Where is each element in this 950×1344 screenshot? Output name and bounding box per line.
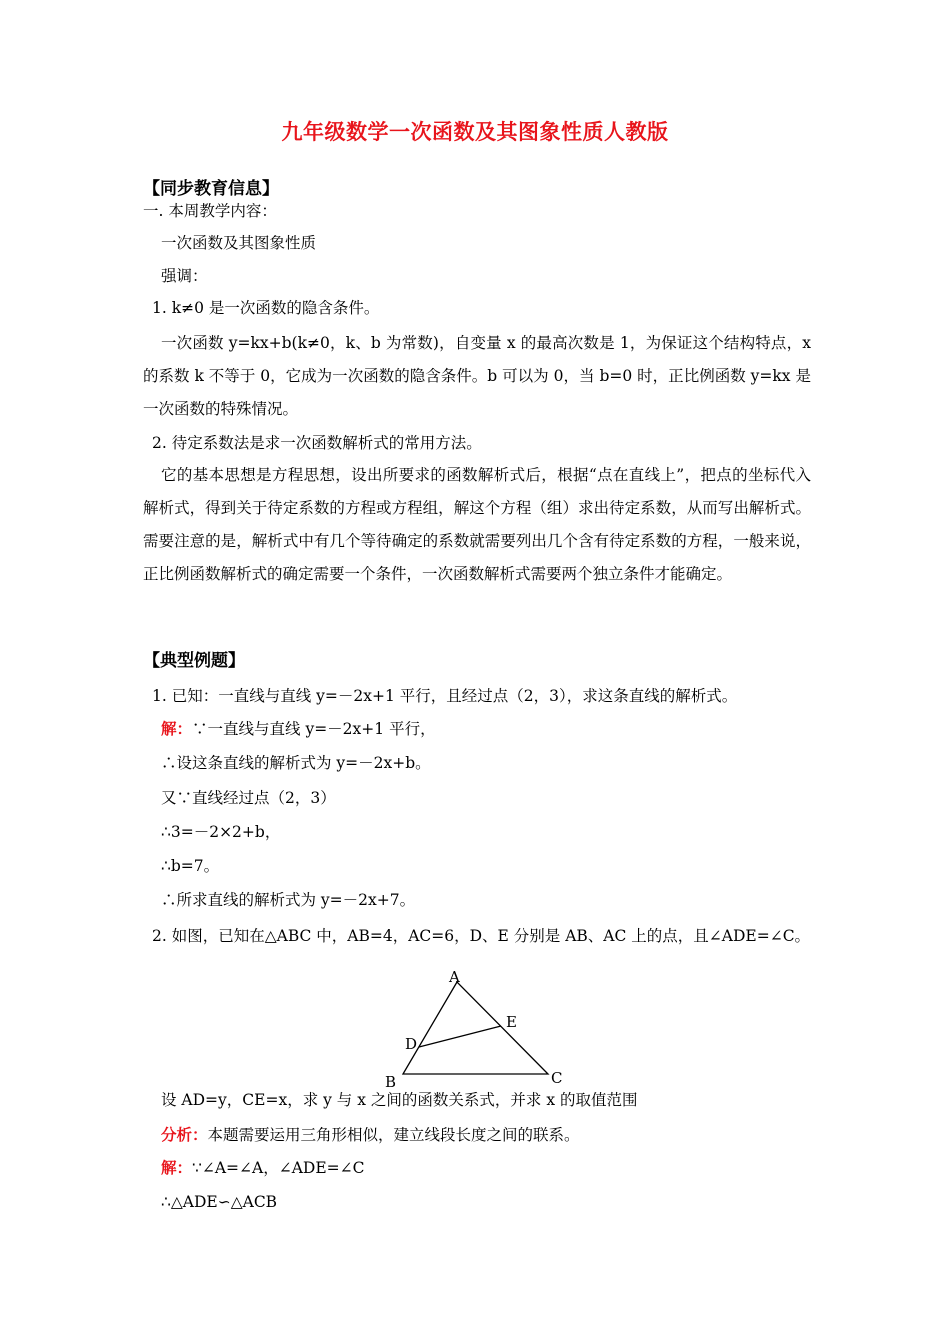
point1-title: 1. k≠0 是一次函数的隐含条件。 xyxy=(152,299,380,317)
solution-step: ∴3=－2×2+b， xyxy=(161,823,281,841)
analysis-label: 分析： xyxy=(161,1125,208,1144)
solution-step: ∴b=7。 xyxy=(161,857,220,875)
label-c: C xyxy=(551,1069,563,1087)
triangle-abc xyxy=(403,982,548,1074)
solution-label: 解： xyxy=(161,719,193,738)
solution-label: 解： xyxy=(161,1158,193,1177)
example2-task: 设 AD=y，CE=x，求 y 与 x 之间的函数关系式，并求 x 的取值范围 xyxy=(161,1091,638,1109)
solution-step: 又∵直线经过点（2，3） xyxy=(161,789,336,807)
analysis-text: 本题需要运用三角形相似，建立线段长度之间的联系。 xyxy=(207,1126,580,1144)
example1-question: 1. 已知：一直线与直线 y=－2x+1 平行，且经过点（2，3），求这条直线的解析式。 xyxy=(152,687,738,705)
topic-line: 一次函数及其图象性质 xyxy=(161,234,317,252)
emphasis-label: 强调： xyxy=(161,267,208,285)
solution-step: ∴△ADE∽△ACB xyxy=(161,1193,278,1211)
solution-step: ∴设这条直线的解析式为 y=－2x+b。 xyxy=(161,754,431,772)
solution-step: ∴所求直线的解析式为 y=－2x+7。 xyxy=(161,891,416,909)
section-heading-sync-info: 【同步教育信息】 xyxy=(143,179,279,199)
label-b: B xyxy=(385,1073,397,1091)
solution-step: ∵一直线与直线 y=－2x+1 平行， xyxy=(192,720,436,738)
label-a: A xyxy=(449,968,460,986)
example2-analysis xyxy=(161,1124,580,1146)
example1-solution-first-line xyxy=(161,718,436,740)
segment-de xyxy=(419,1026,501,1047)
point2-paragraph: 它的基本思想是方程思想，设出所要求的函数解析式后，根据“点在直线上”，把点的坐标代入解析式，得到关于待定系数的方程或方程组，解这个方程（组）求出待定系数，从而写出解析式。需要注意的是，解析式中有几个等待确定的系数就需要列出几个含有待定系数的方程，一般来说，正比例函数解析式的确定需要一个条件，一次函数解析式需要两个独立条件才能确定。 xyxy=(143,466,811,583)
label-e: E xyxy=(506,1013,517,1031)
example2-solution-first-line xyxy=(161,1157,364,1179)
point2-title: 2. 待定系数法是求一次函数解析式的常用方法。 xyxy=(152,434,482,452)
solution-step: ∵∠A=∠A，∠ADE=∠C xyxy=(192,1159,365,1177)
section-heading-examples: 【典型例题】 xyxy=(143,651,245,671)
example2-question: 2. 如图，已知在△ABC 中，AB=4，AC=6，D、E 分别是 AB、AC 上的点，且∠ADE=∠C。 xyxy=(152,927,811,945)
content-label: 一. 本周教学内容： xyxy=(143,202,277,220)
document-title: 九年级数学一次函数及其图象性质人教版 xyxy=(281,119,669,144)
label-d: D xyxy=(405,1035,418,1053)
point1-paragraph: 一次函数 y=kx+b(k≠0，k、b 为常数)，自变量 x 的最高次数是 1，为保证这个结构特点，x 的系数 k 不等于 0，它成为一次函数的隐含条件。b 可以为 0，当 b=0 时，正比例函数 y=kx 是一次函数的特殊情况。 xyxy=(143,334,811,418)
triangle-figure xyxy=(380,960,580,1095)
